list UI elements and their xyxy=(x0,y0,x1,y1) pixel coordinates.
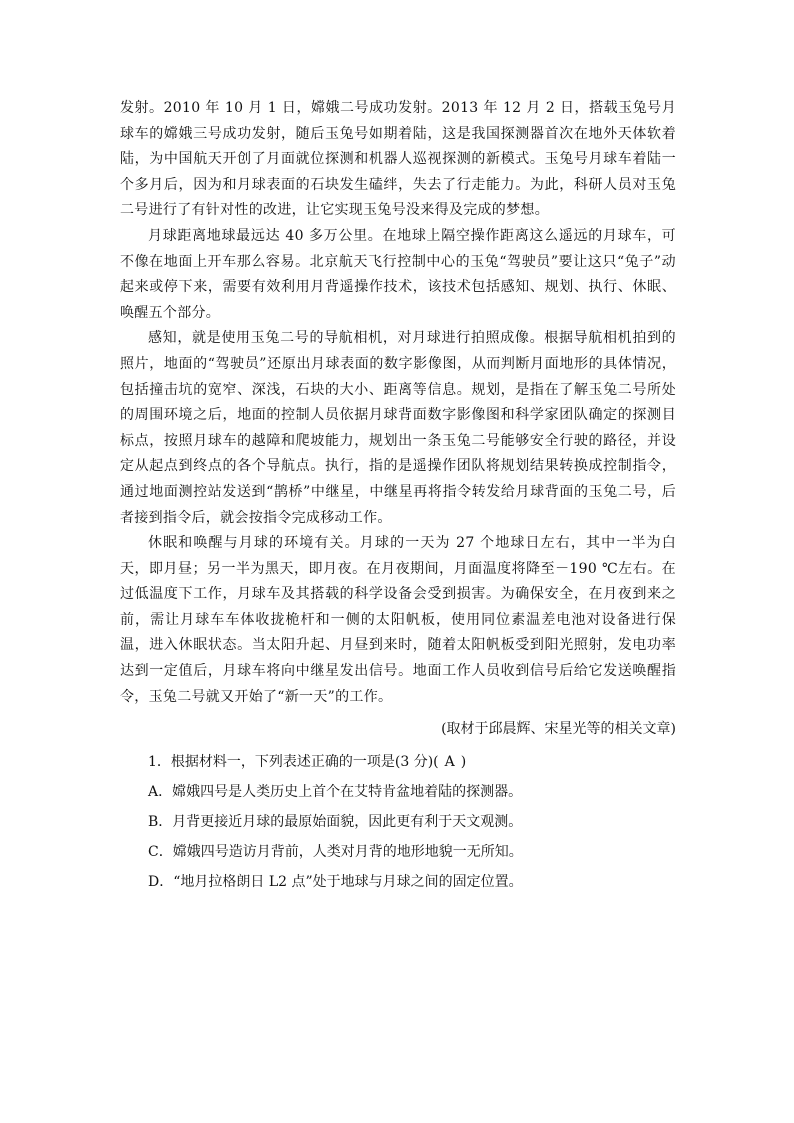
option-d: D．“地月拉格朗日 L2 点”处于地球与月球之间的固定位置。 xyxy=(148,873,523,890)
option-a: A．嫦娥四号是人类历史上首个在艾特肯盆地着陆的探测器。 xyxy=(148,783,523,800)
paragraph-4: 休眠和唤醒与月球的环境有关。月球的一天为 27 个地球日左右，其中一半为白天，即月昼；另一半为黑天，即月夜。在月夜期间，月面温度将降至－190 ℃左右。在过低温度下工作，月球车及其搭载的科学设备会受到损害。为确保安全，在月夜到来之前，需让月球车车体收拢桅杆和一侧的太阳帆板，使用同位素温差电池对设备进行保温，进入休眠状态。当太阳升起、月昼到来时，随着太阳帆板受到阳光照射，发电功率达到一定值后，月球车将向中继星发出信号。地面工作人员收到信号后给它发送唤醒指令，玉兔二号就又开始了“新一天”的工作。 xyxy=(120,535,676,705)
document-page xyxy=(120,96,676,897)
source-note: (取材于邱晨辉、宋星光等的相关文章) xyxy=(441,721,676,738)
paragraph-1: 发射。2010 年 10 月 1 日，嫦娥二号成功发射。2013 年 12 月 2 日，搭载玉兔号月球车的嫦娥三号成功发射，随后玉兔号如期着陆，这是我国探测器首次在地外天体软着陆，为中国航天开创了月面就位探测和机器人巡视探测的新模式。玉兔号月球车着陆一个多月后，因为和月球表面的石块发生磕绊，失去了行走能力。为此，科研人员对玉兔二号进行了有针对性的改进，让它实现玉兔号没来得及完成的梦想。 xyxy=(120,100,676,219)
question-stem-prefix: 1．根据材料一，下列表述正确的一项是(3 分)( xyxy=(148,753,439,770)
question-answer: A xyxy=(444,753,455,770)
question-1 xyxy=(120,747,676,897)
question-stem xyxy=(120,747,676,777)
paragraph-3: 感知，就是使用玉兔二号的导航相机，对月球进行拍照成像。根据导航相机拍到的照片，地面的“驾驶员”还原出月球表面的数字影像图，从而判断月面地形的具体情况，包括撞击坑的宽窄、深浅，石块的大小、距离等信息。规划，是指在了解玉兔二号所处的周围环境之后，地面的控制人员依据月球背面数字影像图和科学家团队确定的探测目标点，按照月球车的越障和爬坡能力，规划出一条玉兔二号能够安全行驶的路径，并设定从起点到终点的各个导航点。执行，指的是遥操作团队将规划结果转换成控制指令，通过地面测控站发送到“鹊桥”中继星，中继星再将指令转发给月球背面的玉兔二号，后者接到指令后，就会按指令完成移动工作。 xyxy=(120,330,676,526)
paragraph-2: 月球距离地球最远达 40 多万公里。在地球上隔空操作距离这么遥远的月球车，可不像在地面上开车那么容易。北京航天飞行控制中心的玉兔“驾驶员”要让这只“兔子”动起来或停下来，需要有效利用月背遥操作技术，该技术包括感知、规划、执行、休眠、唤醒五个部分。 xyxy=(120,227,676,321)
question-stem-suffix: ) xyxy=(460,753,467,770)
option-c: C．嫦娥四号造访月背前，人类对月背的地形地貌一无所知。 xyxy=(148,843,523,860)
option-b: B．月背更接近月球的最原始面貌，因此更有利于天文观测。 xyxy=(148,813,523,830)
